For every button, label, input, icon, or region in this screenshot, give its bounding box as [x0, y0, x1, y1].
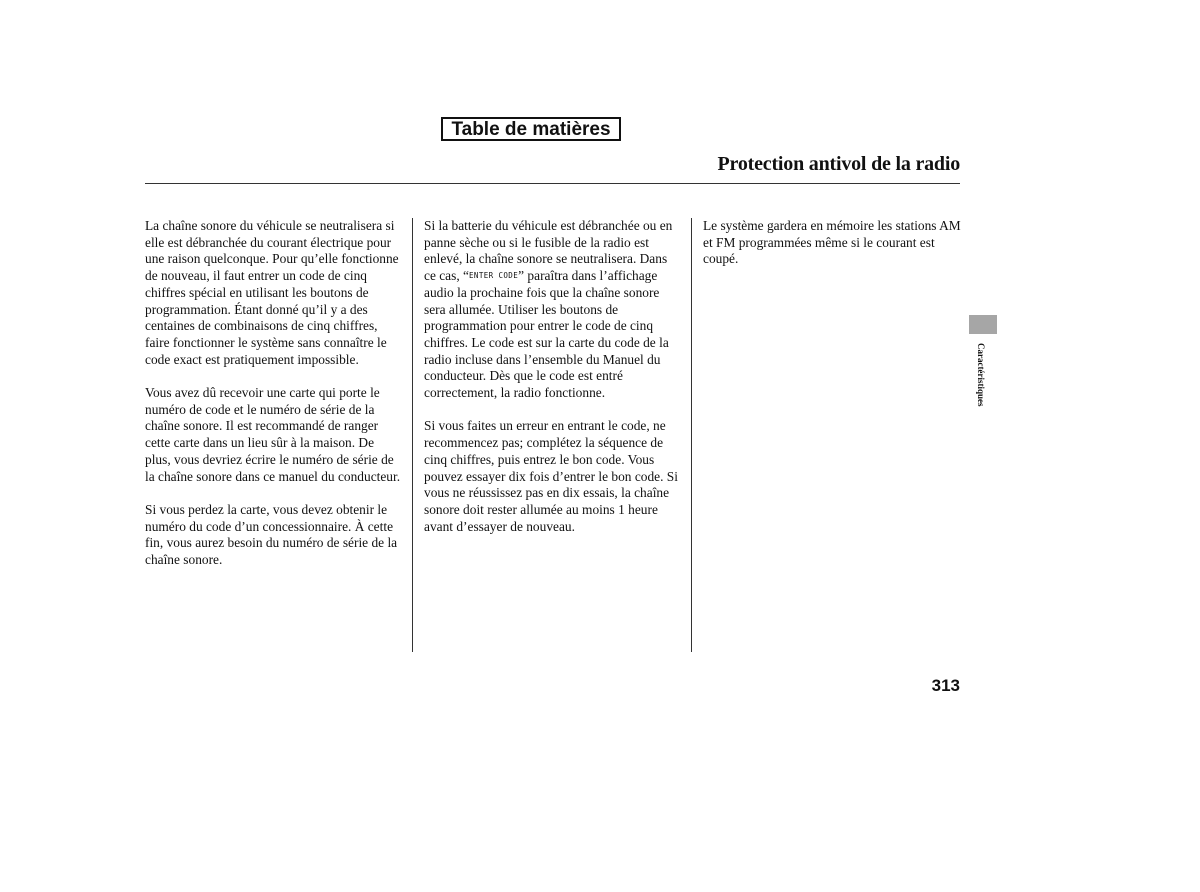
paragraph: Si vous faites un erreur en entrant le code, ne recommencez pas; complétez la séquence de cinq chiffres, puis entrez le bon code. Vous pouvez essayer dix fois d’entrer le bon code. Si vous ne réussissez pas en dix essais, la chaîne sonore doit rester allumée au moins 1 heure avant d’essayer de nouveau. — [424, 418, 678, 534]
column-divider — [412, 218, 413, 652]
paragraph: Le système gardera en mémoire les stations AM et FM programmées même si le courant est coupé. — [703, 218, 961, 267]
section-title: Protection antivol de la radio — [717, 153, 960, 175]
text-column-1 — [145, 218, 403, 585]
chapter-tab-label: Caractéristiques — [976, 343, 986, 407]
lcd-display-text: ENTER CODE — [468, 271, 519, 281]
header-divider — [145, 183, 960, 184]
paragraph — [424, 218, 682, 402]
column-divider — [691, 218, 692, 652]
text-column-3 — [703, 218, 961, 285]
paragraph-text: Si la batterie du véhicule est débranchée ou en panne sèche ou si le fusible de la radio est enlevé, la chaîne sonore se neutralisera. Dans ce cas, “ — [424, 218, 673, 284]
chapter-tab-marker — [969, 315, 997, 334]
paragraph: Vous avez dû recevoir une carte qui porte le numéro de code et le numéro de série de la chaîne sonore. Il est recommandé de ranger cette carte dans un lieu sûr à la maison. De plus, vous devriez écrire le numéro de série de la chaîne sonore dans ce manuel du conducteur. — [145, 385, 401, 484]
paragraph-text: ” paraîtra dans l’affichage audio la prochaine fois que la chaîne sonore sera allumée. Utiliser les boutons de programmation pour entrer le code de cinq chiffres. Le code est sur la carte du code de la radio incluse dans l’ensemble du Manuel du conducteur. Dès que le code est entré correctement, la radio fonctionne. — [424, 268, 669, 401]
paragraph: Si vous perdez la carte, vous devez obtenir le numéro du code d’un concessionnaire. À cette fin, vous aurez besoin du numéro de série de la chaîne sonore. — [145, 501, 398, 568]
table-of-contents-button[interactable]: Table de matières — [441, 117, 621, 141]
paragraph: La chaîne sonore du véhicule se neutralisera si elle est débranchée du courant électrique pour une raison quelconque. Pour qu’elle fonctionne de nouveau, il faut entrer un code de cinq chiffres spécial en utilisant les boutons de programmation. Étant donné qu’il y a des centaines de combinaisons de cinq chiffres, faire fonctionner le système sans connaître le code exact est pratiquement impossible. — [145, 218, 399, 367]
page-number: 313 — [931, 676, 960, 695]
text-column-2 — [424, 218, 682, 552]
